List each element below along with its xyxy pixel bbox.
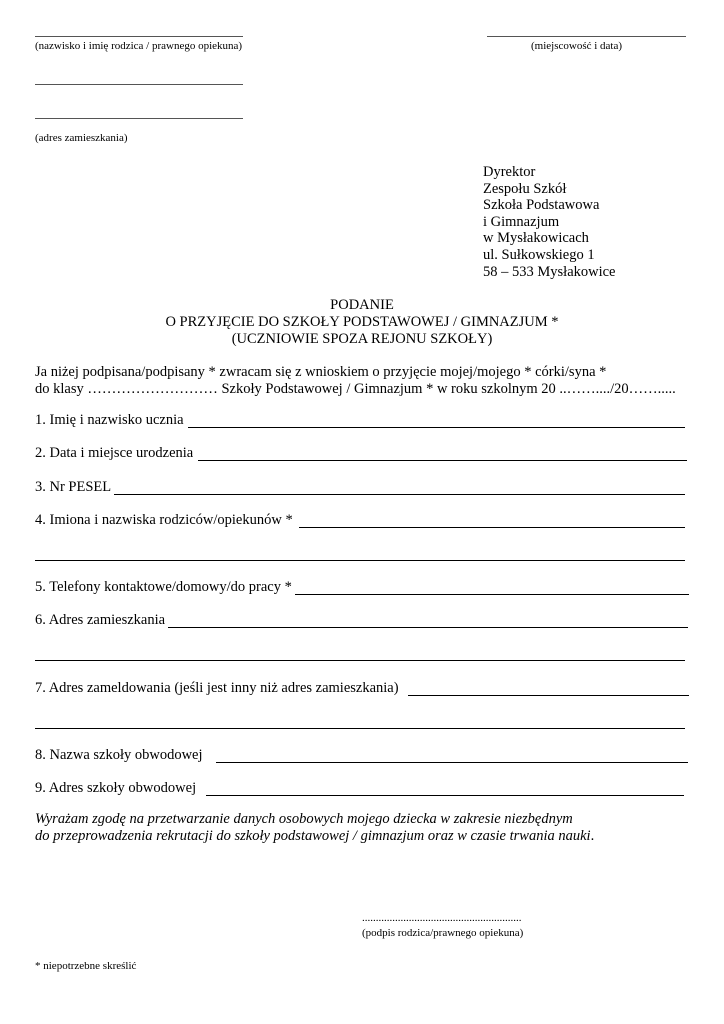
signature-caption: (podpis rodzica/prawnego opiekuna) xyxy=(362,927,524,939)
address-line-1[interactable] xyxy=(35,84,243,85)
signature-dots[interactable]: .......................................................... xyxy=(362,912,522,924)
field-pesel xyxy=(35,479,685,496)
document-subtitle: O PRZYJĘCIE DO SZKOŁY PODSTAWOWEJ / GIMNAZJUM * xyxy=(165,314,559,330)
parents-names-input-continued[interactable] xyxy=(35,560,685,561)
addressee-block xyxy=(483,164,616,280)
field-district-school-address xyxy=(35,780,684,797)
phones-input[interactable] xyxy=(295,579,689,595)
document-subtitle-note: (UCZNIOWIE SPOZA REJONU SZKOŁY) xyxy=(231,331,493,347)
field-label: 6. Adres zamieszkania xyxy=(35,612,166,628)
consent-line-2-wrap xyxy=(35,828,594,845)
addressee-line: 58 – 533 Mysłakowice xyxy=(483,263,616,280)
addressee-line: Zespołu Szkół xyxy=(483,180,567,197)
field-district-school-name xyxy=(35,747,688,764)
consent-line-1: Wyrażam zgodę na przetwarzanie danych osobowych mojego dziecka w zakresie niezbędnym xyxy=(35,811,573,827)
field-registration-address xyxy=(35,680,689,697)
district-school-name-input[interactable] xyxy=(216,747,688,763)
field-parents-names xyxy=(35,512,685,529)
birth-date-place-input[interactable] xyxy=(198,445,687,461)
footnote: * niepotrzebne skreślić xyxy=(35,960,137,972)
intro-line-2: do klasy ……………………… Szkoły Podstawowej / Gimnazjum * w roku szkolnym 20 ..……..../20……..... xyxy=(35,381,676,397)
parent-name-line[interactable] xyxy=(35,36,243,37)
pesel-input[interactable] xyxy=(114,479,685,495)
place-date-line[interactable] xyxy=(487,36,686,37)
addressee-line: Dyrektor xyxy=(483,164,536,180)
registration-address-input-continued[interactable] xyxy=(35,728,685,729)
field-label: 2. Data i miejsce urodzenia xyxy=(35,445,194,461)
address-line-2[interactable] xyxy=(35,118,243,119)
field-label: 8. Nazwa szkoły obwodowej xyxy=(35,747,203,763)
document-title: PODANIE xyxy=(330,297,394,313)
addressee-line: ul. Sułkowskiego 1 xyxy=(483,246,595,263)
district-school-address-input[interactable] xyxy=(206,780,684,796)
addressee-line: Szkoła Podstawowa xyxy=(483,197,600,214)
field-label: 7. Adres zameldowania (jeśli jest inny niż adres zamieszkania) xyxy=(35,680,399,696)
consent-line-2-end: . xyxy=(590,828,595,844)
field-residence-address xyxy=(35,612,688,629)
field-label: 3. Nr PESEL xyxy=(35,479,112,495)
intro-line-1: Ja niżej podpisana/podpisany * zwracam się z wnioskiem o przyjęcie mojej/mojego * córki/syna * xyxy=(35,364,607,380)
field-birth-date-place xyxy=(35,445,687,462)
registration-address-input[interactable] xyxy=(408,680,689,696)
address-caption: (adres zamieszkania) xyxy=(35,132,128,144)
addressee-line: i Gimnazjum xyxy=(483,213,560,230)
parents-names-input[interactable] xyxy=(299,512,685,528)
field-label: 1. Imię i nazwisko ucznia xyxy=(35,412,184,428)
parent-name-caption: (nazwisko i imię rodzica / prawnego opiekuna) xyxy=(35,40,243,52)
consent-line-2: do przeprowadzenia rekrutacji do szkoły podstawowej / gimnazjum oraz w czasie trwania nauki xyxy=(35,828,591,844)
field-phones xyxy=(35,579,689,596)
addressee-line: w Mysłakowicach xyxy=(483,230,589,247)
field-label: 4. Imiona i nazwiska rodziców/opiekunów * xyxy=(35,512,293,528)
field-label: 9. Adres szkoły obwodowej xyxy=(35,780,197,796)
field-student-name xyxy=(35,412,685,429)
place-date-caption: (miejscowość i data) xyxy=(531,40,623,52)
residence-address-input[interactable] xyxy=(168,612,688,628)
residence-address-input-continued[interactable] xyxy=(35,660,685,661)
field-label: 5. Telefony kontaktowe/domowy/do pracy * xyxy=(35,579,292,595)
student-name-input[interactable] xyxy=(188,412,685,428)
